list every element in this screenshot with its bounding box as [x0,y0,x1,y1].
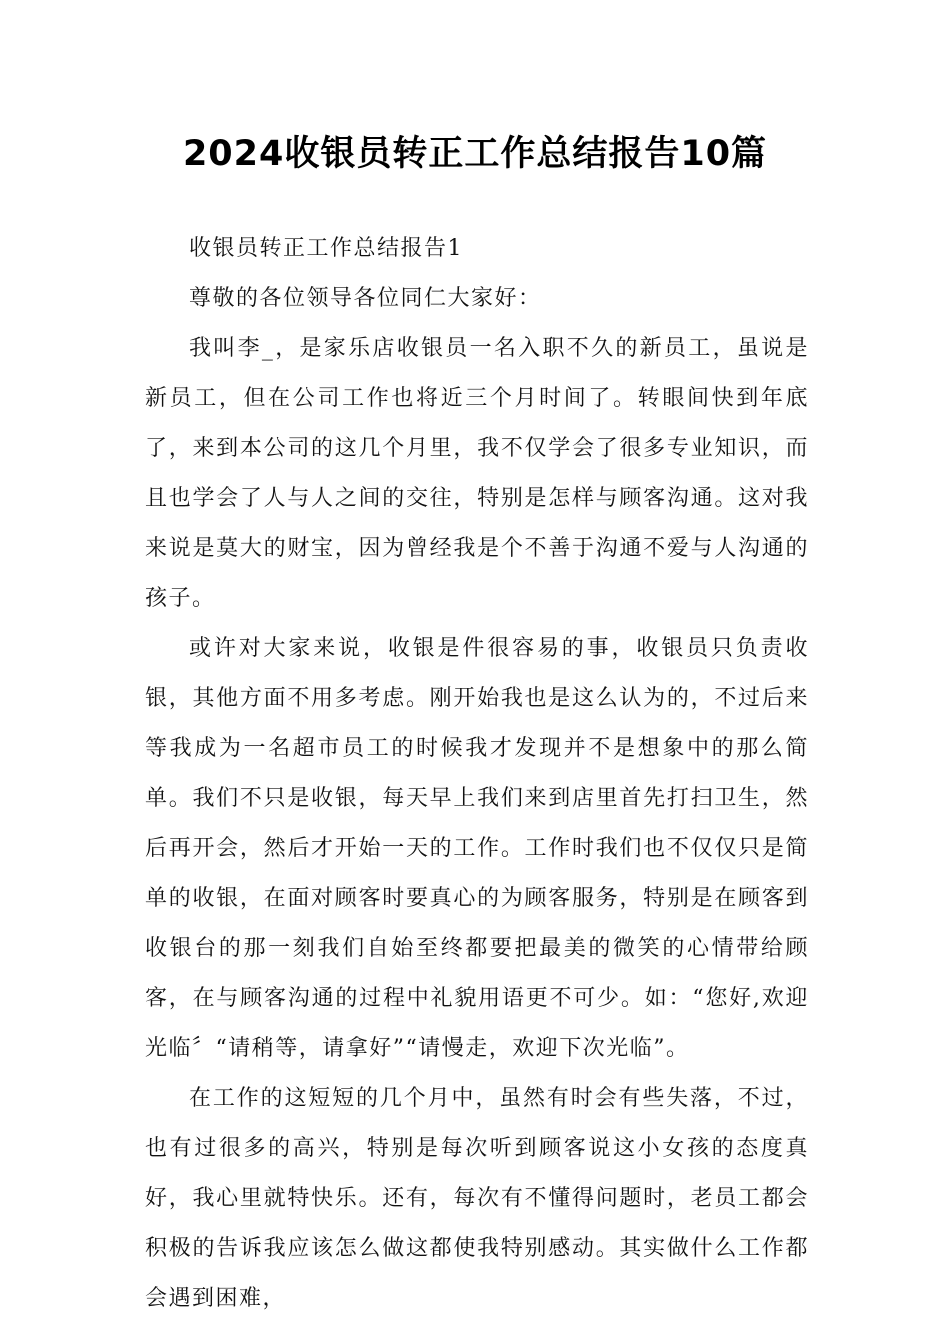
body-paragraph: 或许对大家来说，收银是件很容易的事，收银员只负责收银，其他方面不用多考虑。刚开始我也是这么认为的，不过后来等我成为一名超市员工的时候我才发现并不是想象中的那么简单。我们不只是收银，每天早上我们来到店里首先打扫卫生，然后再开会，然后才开始一天的工作。工作时我们也不仅仅只是简单的收银，在面对顾客时要真心的为顾客服务，特别是在顾客到收银台的那一刻我们自始至终都要把最美的微笑的心情带给顾客，在与顾客沟通的过程中礼貌用语更不可少。如：“您好,欢迎光临〞“请稍等，请拿好”“请慢走，欢迎下次光临”。 [145,636,809,1061]
body-paragraph: 我叫李_，是家乐店收银员一名入职不久的新员工，虽说是新员工，但在公司工作也将近三个月时间了。转眼间快到年底了，来到本公司的这几个月里，我不仅学会了很多专业知识，而且也学会了人与人之间的交往，特别是怎样与顾客沟通。这对我来说是莫大的财宝，因为曾经我是个不善于沟通不爱与人沟通的孩子。 [145,336,809,611]
body-paragraph: 在工作的这短短的几个月中，虽然有时会有些失落，不过，也有过很多的高兴，特别是每次听到顾客说这小女孩的态度真好，我心里就特快乐。还有，每次有不懂得问题时，老员工都会积极的告诉我应该怎么做这都使我特别感动。其实做什么工作都会遇到困难， [145,1086,809,1311]
document-body [145,224,809,1324]
greeting-line: 尊敬的各位领导各位同仁大家好： [189,286,542,311]
section-heading: 收银员转正工作总结报告1 [189,236,463,261]
document-title: 2024收银员转正工作总结报告10篇 [182,134,768,174]
